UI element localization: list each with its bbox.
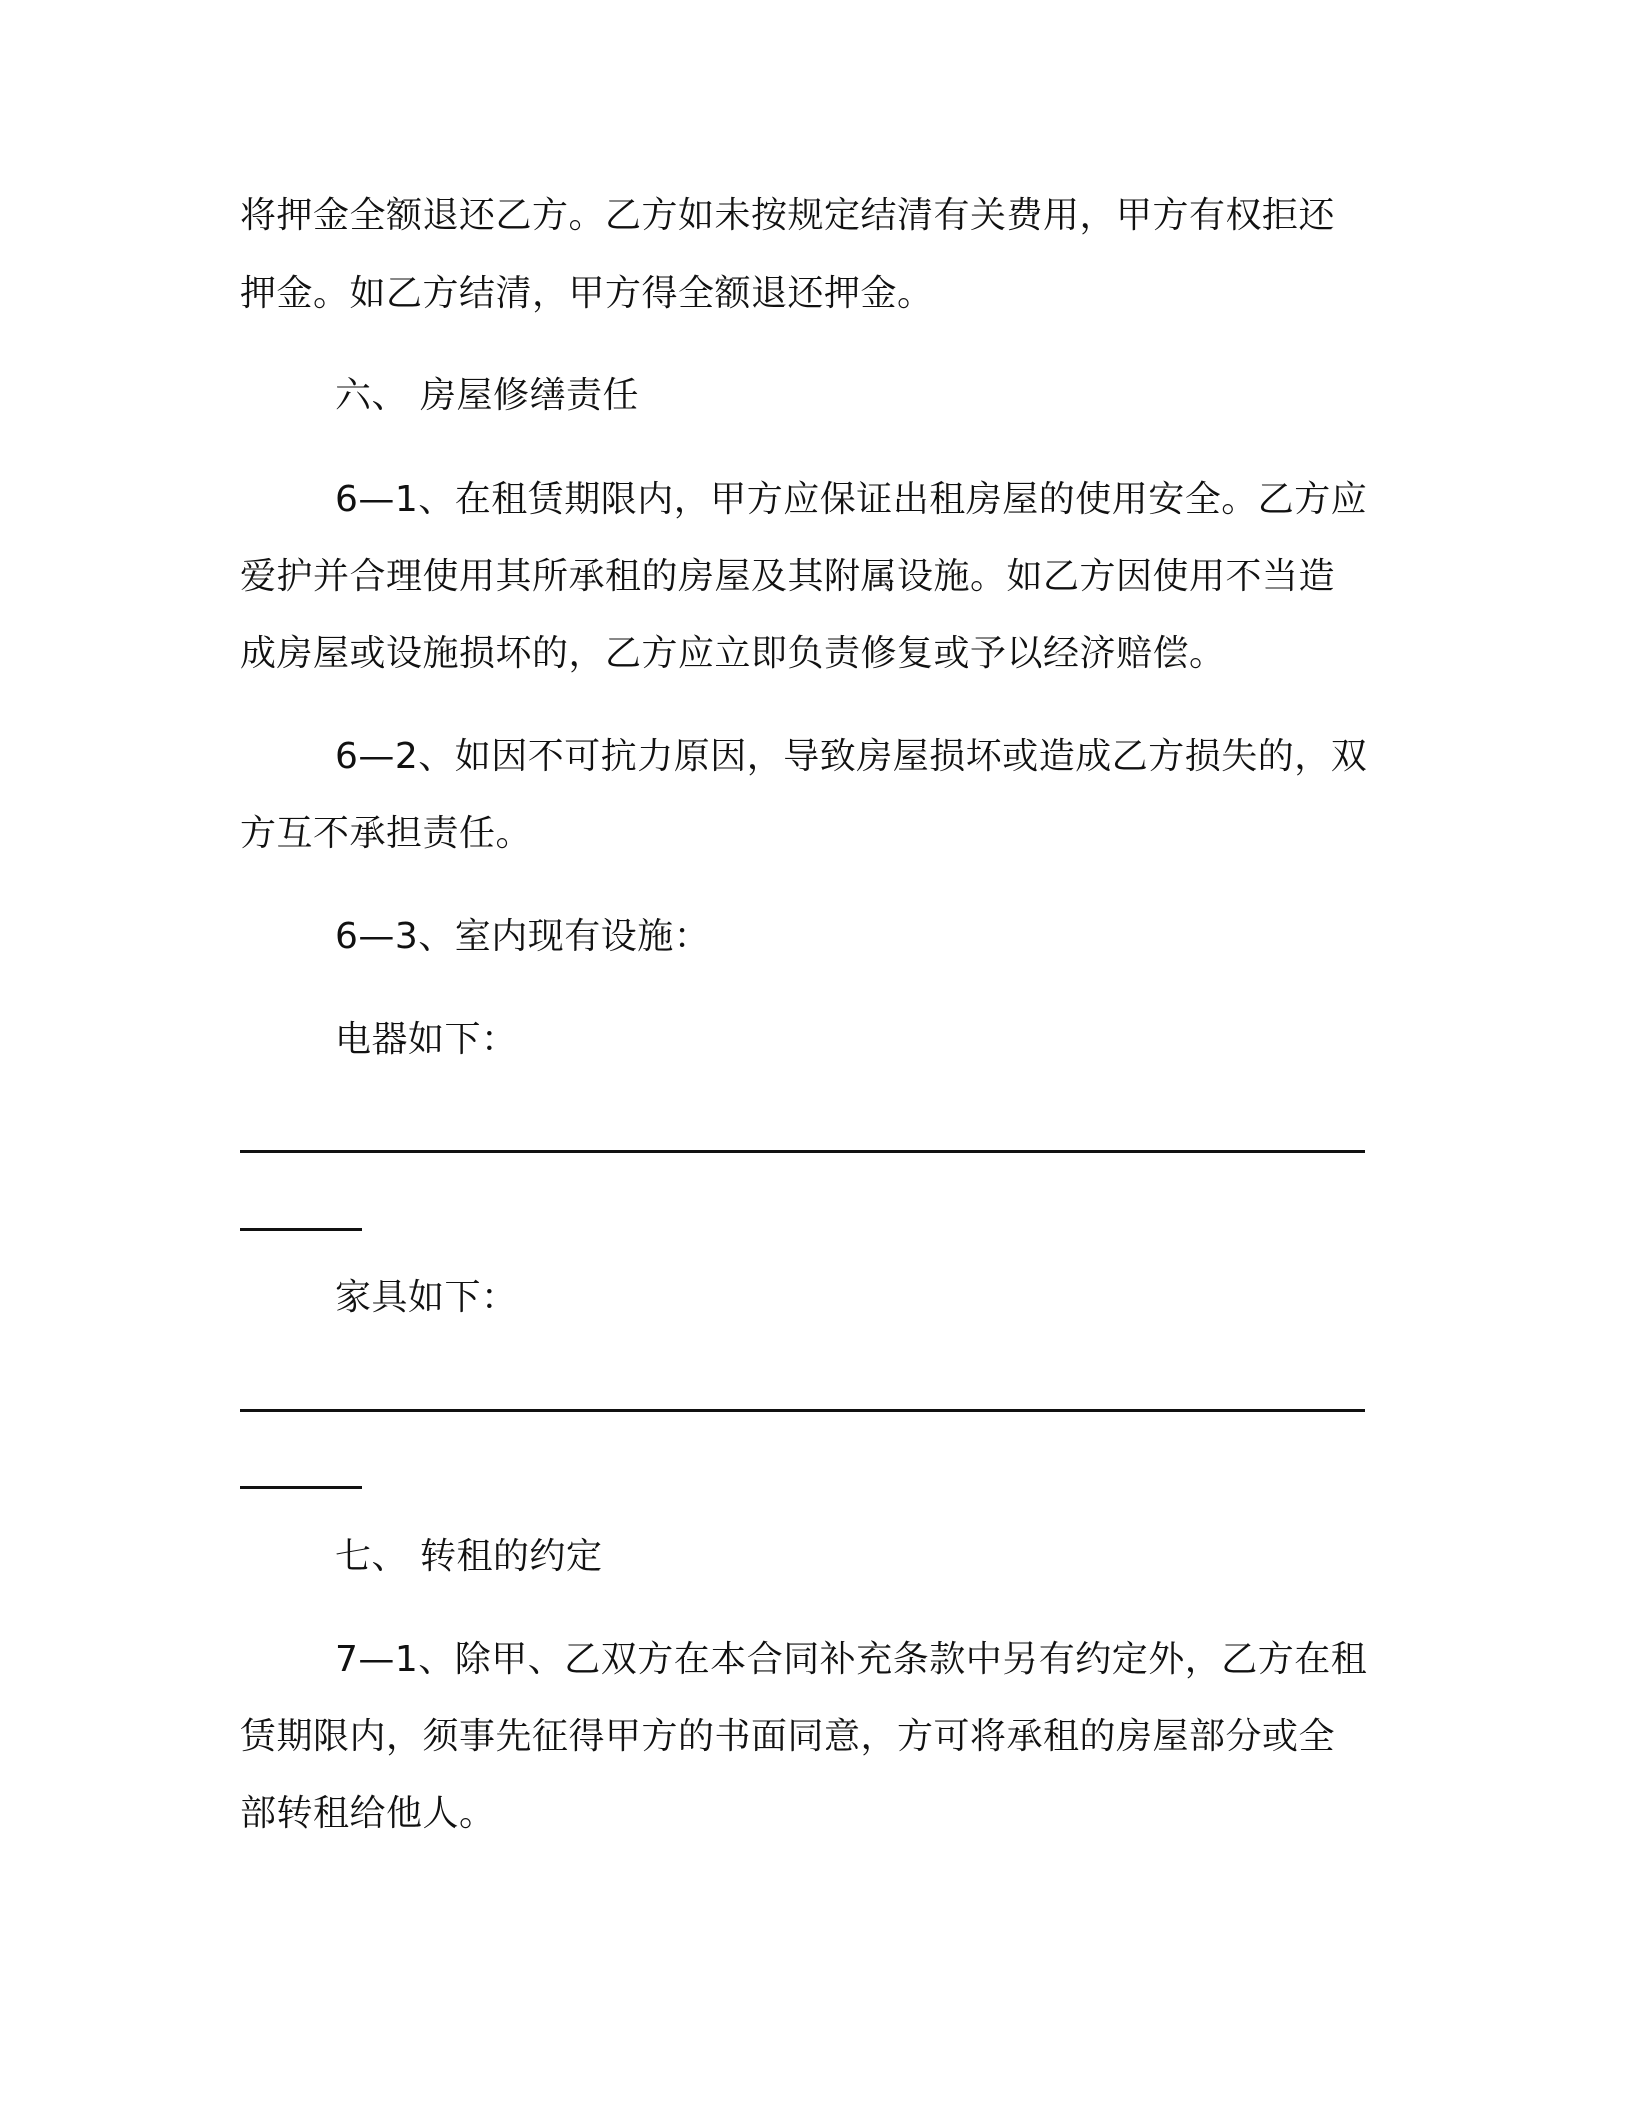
clause-6-2-line-2: 方互不承担责任。 (240, 813, 533, 854)
clause-7-1-line-3: 部转租给他人。 (240, 1793, 496, 1834)
clause-6-3: 6—3、室内现有设施： (335, 916, 711, 957)
clause-6-1-line-2: 爱护并合理使用其所承租的房屋及其附属设施。如乙方因使用不当造 (240, 556, 1336, 597)
furniture-blank-line-2 (240, 1486, 362, 1489)
section-7-heading: 七、 转租的约定 (335, 1536, 603, 1577)
clause-7-1-line-1: 7—1、除甲、乙双方在本合同补充条款中另有约定外，乙方在租 (335, 1639, 1368, 1680)
appliances-label: 电器如下： (335, 1019, 518, 1060)
appliances-blank-line-2 (240, 1228, 362, 1231)
paragraph-deposit-refund-line-2: 押金。如乙方结清，甲方得全额退还押金。 (240, 273, 934, 314)
furniture-blank-line-1 (240, 1409, 1365, 1412)
clause-6-1-line-1: 6—1、在租赁期限内，甲方应保证出租房屋的使用安全。乙方应 (335, 479, 1368, 520)
clause-6-2-line-1: 6—2、如因不可抗力原因，导致房屋损坏或造成乙方损失的，双 (335, 736, 1368, 777)
paragraph-deposit-refund-line-1: 将押金全额退还乙方。乙方如未按规定结清有关费用，甲方有权拒还 (240, 195, 1336, 236)
furniture-label: 家具如下： (335, 1277, 518, 1318)
clause-7-1-line-2: 赁期限内，须事先征得甲方的书面同意，方可将承租的房屋部分或全 (240, 1716, 1336, 1757)
clause-6-1-line-3: 成房屋或设施损坏的，乙方应立即负责修复或予以经济赔偿。 (240, 633, 1226, 674)
appliances-blank-line-1 (240, 1150, 1365, 1153)
section-6-heading: 六、 房屋修缮责任 (335, 375, 639, 416)
